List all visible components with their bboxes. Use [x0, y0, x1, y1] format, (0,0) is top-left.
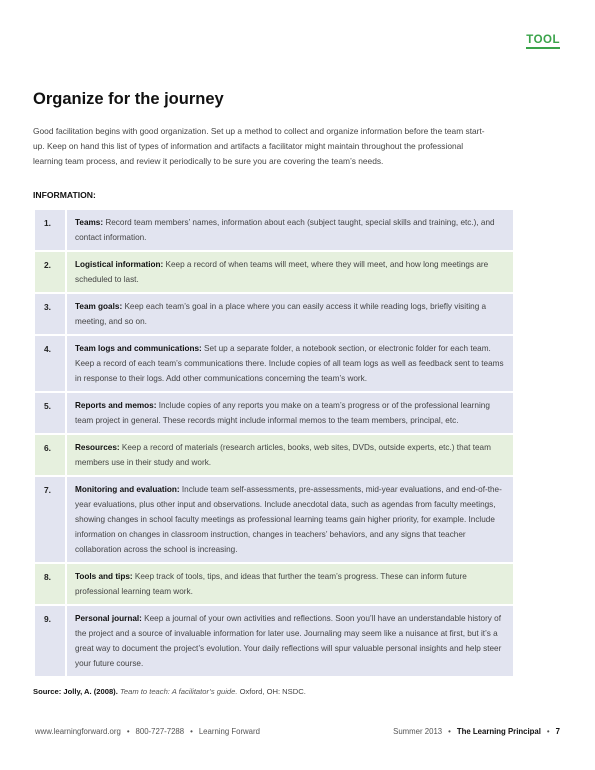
item-description	[67, 435, 513, 475]
information-table	[35, 210, 513, 678]
item-text: Include team self-assessments, pre-assessments, mid-year evaluations, and end-of-the-year evaluations, plus other input and observations. Include anecdotal data, such as agendas from faculty meetings, showing changes in school faculty meetings as professional learning teams gain higher priority, for example. Include information on changes in classroom instruction, changes in teachers’ behaviors, and any signs that teacher collaboration across the school is increasing.	[75, 485, 502, 554]
footer-separator: •	[448, 727, 451, 736]
item-number: 7.	[35, 477, 65, 562]
item-term: Resources:	[75, 443, 120, 452]
footer-left	[35, 727, 260, 736]
item-text: Include copies of any reports you make on a team’s progress or of the professional learning team project in general. These records might include informal memos to the team members, principal, etc.	[75, 401, 490, 425]
table-row	[35, 336, 513, 391]
source-citation	[33, 687, 306, 696]
item-text: Keep a journal of your own activities and reflections. Soon you’ll have an understandable history of the project and a source of invaluable information for later use. Journaling may seem like a nuisance at first, but it’s a great way to document the project’s evolution. Your daily reflections will spur valuable personal insights and help steer your future course.	[75, 614, 502, 668]
information-heading: INFORMATION:	[33, 190, 96, 200]
item-text: Keep track of tools, tips, and ideas that further the team’s progress. These can inform future professional learning team work.	[75, 572, 467, 596]
source-rest: Oxford, OH: NSDC.	[237, 687, 306, 696]
footer-website-link[interactable]: www.learningforward.org	[35, 727, 121, 736]
item-term: Teams:	[75, 218, 104, 227]
footer-separator: •	[546, 727, 550, 736]
item-term: Logistical information:	[75, 260, 164, 269]
item-number: 5.	[35, 393, 65, 433]
page-number: 7	[555, 727, 560, 736]
footer-right	[393, 727, 560, 736]
item-text: Keep a record of materials (research articles, books, web sites, DVDs, outside experts, etc.) that team members use in their study and work.	[75, 443, 491, 467]
item-description	[67, 564, 513, 604]
footer-issue: Summer 2013	[393, 727, 443, 736]
item-number: 8.	[35, 564, 65, 604]
item-number: 2.	[35, 252, 65, 292]
item-term: Team logs and communications:	[75, 344, 202, 353]
footer-phone: 800-727-7288	[135, 727, 185, 736]
item-text: Record team members’ names, information about each (subject taught, special skills and training, etc.), and contact information.	[75, 218, 495, 242]
source-label: Source: Jolly, A. (2008).	[33, 687, 118, 696]
source-title: Team to teach: A facilitator’s guide.	[119, 687, 238, 696]
item-description	[67, 294, 513, 334]
item-description	[67, 393, 513, 433]
item-description	[67, 477, 513, 562]
item-number: 1.	[35, 210, 65, 250]
footer-separator: •	[126, 727, 130, 736]
table-row	[35, 435, 513, 475]
item-term: Reports and memos:	[75, 401, 157, 410]
item-text: Keep each team’s goal in a place where you can easily access it while reading logs, briefly visiting a meeting, and so on.	[75, 302, 487, 326]
table-row	[35, 252, 513, 292]
table-row	[35, 210, 513, 250]
table-row	[35, 606, 513, 676]
item-description	[67, 210, 513, 250]
item-description	[67, 252, 513, 292]
item-term: Monitoring and evaluation:	[75, 485, 180, 494]
item-description	[67, 606, 513, 676]
item-number: 6.	[35, 435, 65, 475]
item-number: 9.	[35, 606, 65, 676]
item-text: Keep a record of when teams will meet, where they will meet, and how long meetings are scheduled to last.	[75, 260, 489, 284]
table-row	[35, 477, 513, 562]
footer-separator: •	[190, 727, 193, 736]
tool-tag: TOOL	[526, 34, 560, 49]
page-title: Organize for the journey	[33, 90, 224, 108]
table-row	[35, 294, 513, 334]
item-term: Personal journal:	[75, 614, 142, 623]
item-number: 4.	[35, 336, 65, 391]
item-text: Set up a separate folder, a notebook section, or electronic folder for each team. Keep a record of each team’s communications there. Include copies of all team logs as well as feedback sent to teams in response to their logs. Add other communications concerning the team’s work.	[75, 344, 504, 383]
footer-org: Learning Forward	[198, 727, 260, 736]
table-row	[35, 393, 513, 433]
intro-paragraph: Good facilitation begins with good organization. Set up a method to collect and organize information before the team start-up. Keep on hand this list of types of information and artifacts a facilitator might maintain throughout the professional learning team process, and review it periodically to be sure you are covering the team’s needs.	[33, 126, 485, 166]
item-term: Team goals:	[75, 302, 123, 311]
footer-publication: The Learning Principal	[456, 727, 541, 736]
item-term: Tools and tips:	[75, 572, 133, 581]
table-row	[35, 564, 513, 604]
item-number: 3.	[35, 294, 65, 334]
item-description	[67, 336, 513, 391]
